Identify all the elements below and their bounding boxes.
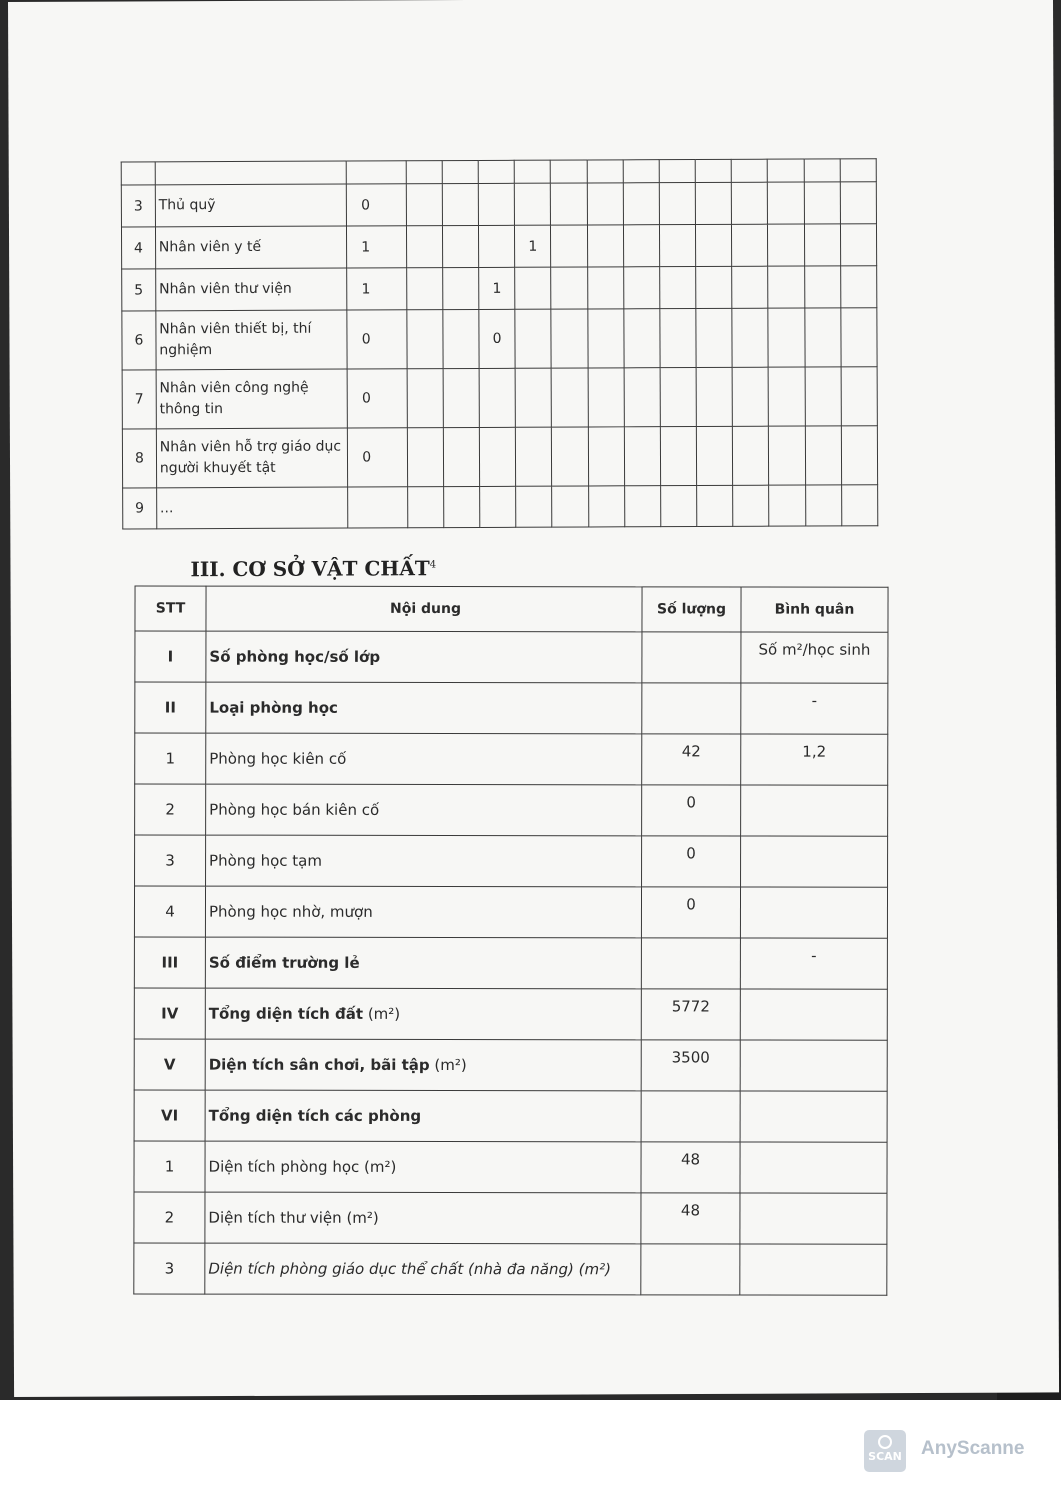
row-average (741, 836, 888, 887)
row-average (740, 1091, 887, 1142)
section-title (190, 556, 436, 581)
staff-breakdown-value: 1 (515, 225, 551, 267)
row-content: Phòng học kiên cố (206, 733, 642, 785)
facility-table (133, 585, 888, 1295)
row-number: 9 (123, 488, 157, 529)
row-content: Diện tích thư viện (m²) (205, 1192, 641, 1244)
row-average: - (740, 938, 887, 989)
row-quantity (641, 938, 740, 989)
row-number: 5 (122, 269, 156, 311)
row-stt: I (135, 631, 206, 682)
row-average (740, 1142, 887, 1193)
row-quantity: 48 (641, 1142, 740, 1193)
document-page (8, 0, 1059, 1397)
header-quantity: Số lượng (642, 587, 741, 632)
table-row (134, 1243, 887, 1295)
row-stt: II (135, 682, 206, 733)
table-row (121, 224, 876, 269)
row-content: Loại phòng học (206, 682, 642, 734)
table-row (122, 426, 877, 488)
staff-role: Nhân viên hỗ trợ giáo dục người khuyết tật (156, 428, 348, 488)
row-content: Phòng học nhờ, mượn (205, 886, 641, 938)
row-average (740, 1244, 887, 1295)
table-row (134, 1039, 887, 1091)
row-average: - (741, 683, 888, 734)
table-row (135, 682, 888, 734)
header-content: Nội dung (206, 586, 642, 632)
row-content: Số điểm trường lẻ (205, 937, 641, 989)
row-content: Diện tích sân chơi, bãi tập (m²) (205, 1039, 641, 1091)
scanner-watermark: AnyScanne (921, 1438, 1025, 1459)
row-quantity (641, 1244, 740, 1295)
table-row (134, 886, 887, 938)
row-quantity (641, 1091, 740, 1142)
row-stt: V (134, 1039, 205, 1090)
row-content: Phòng học tạm (206, 835, 642, 887)
scanner-logo-text: SCAN (868, 1450, 902, 1463)
table-row (134, 937, 887, 989)
table-row (135, 631, 888, 683)
table-row (134, 1192, 887, 1244)
staff-count: 0 (347, 184, 407, 226)
row-quantity: 3500 (641, 1040, 740, 1091)
row-stt: 1 (135, 733, 206, 784)
row-quantity: 48 (641, 1193, 740, 1244)
staff-count (348, 487, 408, 528)
row-number: 6 (122, 311, 156, 370)
row-content: Số phòng học/số lớp (206, 631, 642, 683)
staff-count: 0 (347, 369, 407, 428)
row-content: Tổng diện tích các phòng (205, 1090, 641, 1142)
row-quantity: 5772 (641, 989, 740, 1040)
row-content: Tổng diện tích đất (m²) (205, 988, 641, 1040)
row-quantity (642, 683, 741, 734)
staff-count: 1 (347, 268, 407, 310)
staff-role: Nhân viên y tế (155, 226, 347, 269)
header-stt: STT (135, 586, 206, 631)
staff-table-header-stub (121, 159, 876, 185)
row-quantity: 0 (642, 785, 741, 836)
staff-breakdown-value: 1 (479, 267, 515, 309)
table-row (121, 182, 876, 227)
row-stt: 2 (135, 784, 206, 835)
row-quantity: 0 (642, 836, 741, 887)
footnote-marker: 4 (429, 559, 437, 571)
row-stt: 4 (134, 886, 205, 937)
row-number: 7 (122, 370, 156, 429)
row-stt: 2 (134, 1192, 205, 1243)
table-row (134, 988, 887, 1040)
staff-role: Thủ quỹ (155, 184, 347, 227)
staff-count: 0 (347, 310, 407, 369)
table-row (135, 835, 888, 887)
table-row (135, 733, 888, 785)
table-row (123, 485, 878, 529)
staff-count: 1 (347, 226, 407, 268)
row-quantity: 42 (642, 734, 741, 785)
table-row (134, 1141, 887, 1193)
staff-role: Nhân viên công nghệ thông tin (156, 369, 348, 429)
table-row (122, 308, 877, 370)
row-average (740, 1040, 887, 1091)
section-title-text: III. CƠ SỞ VẬT CHẤT (190, 556, 430, 582)
row-stt: VI (134, 1090, 205, 1141)
table-row (122, 266, 877, 311)
scanner-logo-icon (864, 1430, 906, 1472)
row-average: 1,2 (741, 734, 888, 785)
staff-table (121, 158, 879, 529)
row-quantity (642, 632, 741, 683)
row-stt: IV (134, 988, 205, 1039)
row-content: Diện tích phòng học (m²) (205, 1141, 641, 1193)
row-stt: 3 (135, 835, 206, 886)
row-average (740, 989, 887, 1040)
row-average (740, 887, 887, 938)
row-stt: III (134, 937, 205, 988)
staff-role: ... (156, 487, 348, 529)
header-average: Bình quân (741, 587, 888, 632)
staff-role: Nhân viên thiết bị, thí nghiệm (156, 310, 348, 370)
staff-role: Nhân viên thư viện (155, 268, 347, 311)
staff-count: 0 (348, 428, 408, 487)
table-header-row (135, 586, 888, 632)
table-row (122, 367, 877, 429)
row-number: 3 (121, 185, 155, 227)
row-average (741, 785, 888, 836)
table-row (135, 784, 888, 836)
row-content: Diện tích phòng giáo dục thể chất (nhà đa năng) (m²) (205, 1243, 641, 1295)
row-quantity: 0 (641, 887, 740, 938)
staff-breakdown-value: 0 (479, 309, 515, 368)
row-number: 4 (121, 227, 155, 269)
row-number: 8 (122, 429, 156, 488)
row-average (740, 1193, 887, 1244)
row-stt: 1 (134, 1141, 205, 1192)
row-stt: 3 (134, 1243, 205, 1294)
table-row (134, 1090, 887, 1142)
row-average: Số m²/học sinh (741, 632, 888, 683)
row-content: Phòng học bán kiên cố (206, 784, 642, 836)
